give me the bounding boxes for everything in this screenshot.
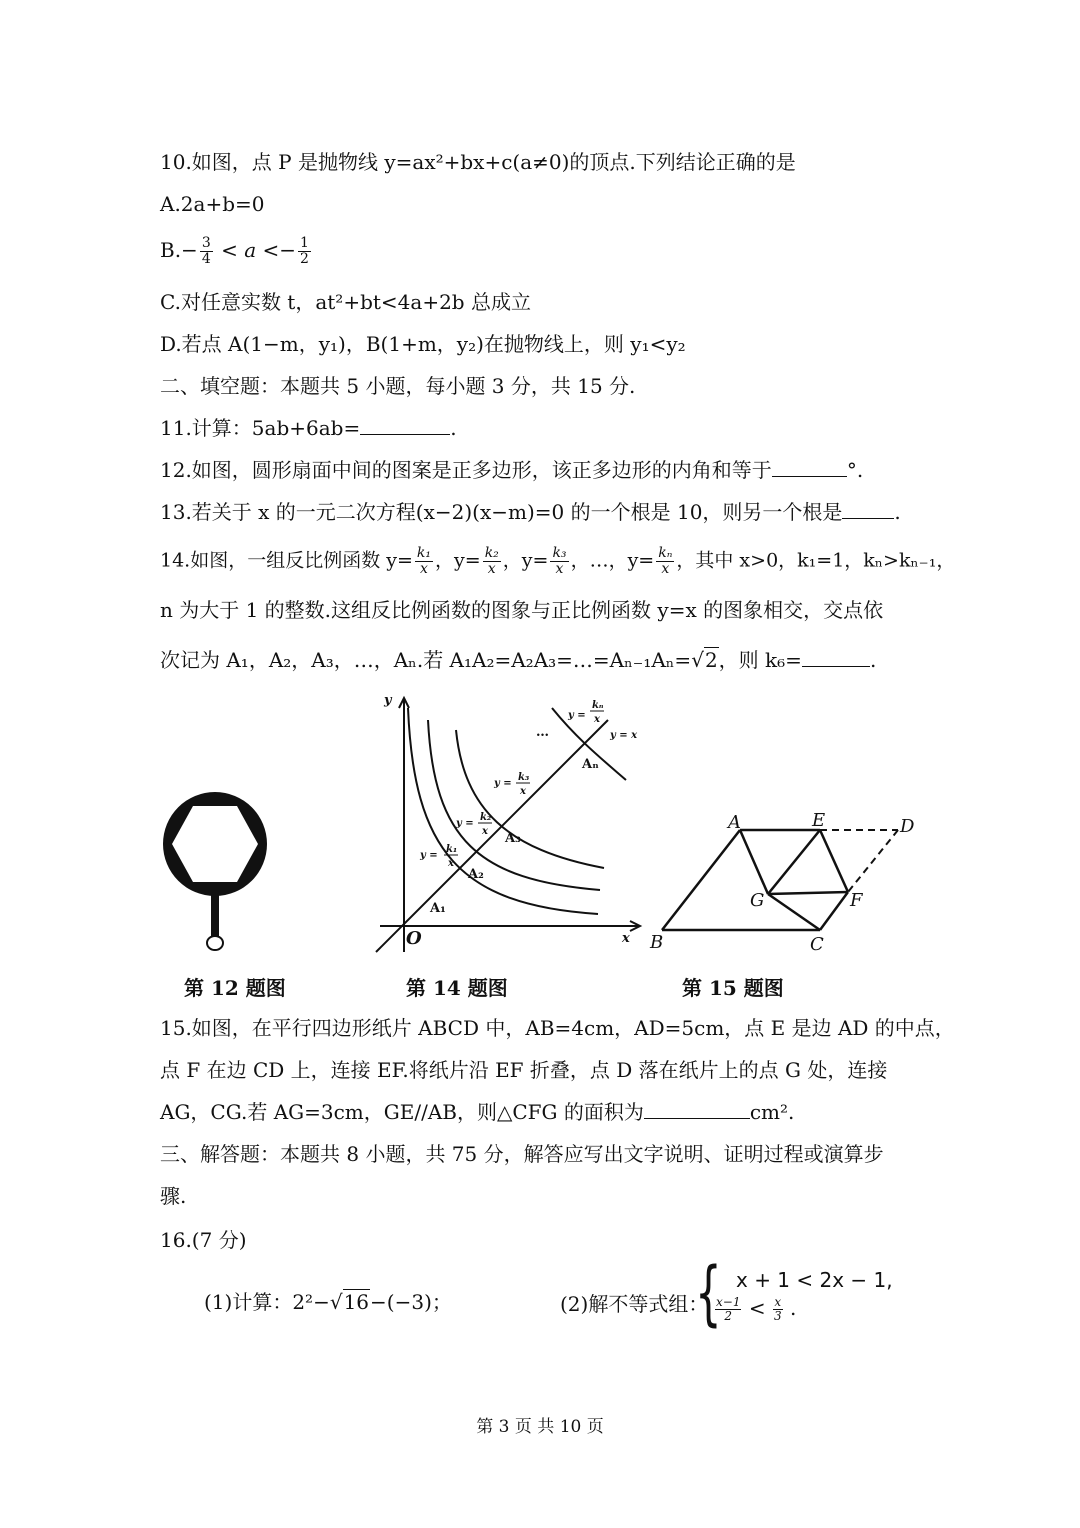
label-k1-den: x [448,858,454,869]
q12-end: °. [846,458,864,482]
q10-b-frac1-num: 3 [201,235,211,251]
ellipsis-label: … [536,725,549,740]
q15-l3-text: AG，CG.若 AG=3cm，GE//AB，则△CFG 的面积为 [160,1100,644,1124]
point-a2-label: A₂ [468,867,484,882]
vertex-g: G [750,890,765,911]
section-3-heading: 三、解答题：本题共 8 小题，共 75 分，解答应写出文字说明、证明过程或演算步 [160,1142,884,1166]
q10-stem: 10.如图，点 P 是抛物线 y=ax²+bx+c(a≠0)的顶点.下列结论正确的是 [160,150,796,174]
x-axis-label: x [622,931,630,946]
point-an-label: Aₙ [582,757,599,772]
vertex-c: C [810,934,824,955]
q14-frac-kn-den: x [661,561,670,577]
section-3-heading-cont: 骤. [160,1184,187,1208]
q16-p1-b: −(−3)； [370,1290,452,1314]
q13-end: . [894,500,901,524]
q12-answer-blank[interactable] [772,456,847,477]
label-k3-den: x [520,786,526,797]
q10-b-frac2-num: 1 [300,235,309,251]
segment-ge [768,830,820,894]
q15-l3-end: cm². [749,1100,795,1124]
q14-l3-sqrt: 2 [704,648,718,672]
caption-figure-12: 第 12 题图 [184,976,286,1000]
label-k3-y: y = [494,778,512,789]
system-brace: { [695,1252,722,1334]
q14-line-3 [160,646,876,674]
q16-p2-label: (2)解不等式组： [560,1292,709,1316]
figure-14-graph [368,690,650,960]
figure-15-parallelogram [640,806,930,956]
q11 [160,414,457,442]
segment-ab [662,830,740,930]
q14-l3-a: 次记为 A₁，A₂，A₃，…，Aₙ.若 A₁A₂=A₂A₃=…=Aₙ₋₁Aₙ=√ [160,648,704,672]
segment-gc [768,894,820,930]
q14-frac-kn [656,546,674,577]
label-k2-y: y = [456,818,474,829]
q14-l1-e: ，其中 x>0，k₁=1，kₙ>kₙ₋₁， [676,549,956,572]
q12 [160,456,863,484]
ineq2-end: . [783,1296,797,1320]
point-a3-label: A₃ [505,831,521,846]
vertex-e: E [812,810,826,831]
q14-frac-k1-num: k₁ [416,545,432,561]
q14-frac-k3-den: x [555,561,564,577]
curve-k1 [408,708,598,914]
label-k1-num: k₁ [446,844,458,855]
origin-label: O [406,928,422,949]
q14-frac-k3-num: k₃ [552,545,567,561]
q10-b-frac1-den: 4 [201,251,211,267]
q10-option-d: D.若点 A(1−m，y₁)，B(1+m，y₂)在抛物线上，则 y₁<y₂ [160,332,686,356]
q15-answer-blank[interactable] [644,1098,750,1119]
q13-answer-blank[interactable] [842,498,894,519]
q14-frac-kn-num: kₙ [658,545,673,561]
segment-gf [768,892,848,894]
q10-b-frac1 [200,236,213,267]
figure-12-fan [150,780,280,960]
caption-figure-14: 第 14 题图 [406,976,508,1000]
q11-end: . [450,416,457,440]
q13 [160,498,901,526]
vertex-a: A [728,812,741,833]
ineq2-frac1-num: x−1 [716,1295,741,1309]
line-label-yx: y = x [610,730,638,741]
q14-answer-blank[interactable] [802,646,870,667]
q14-l3-b: ，则 k₆= [718,648,802,672]
label-k3-num: k₃ [518,772,530,783]
segment-cf [820,892,848,930]
ineq2-frac1 [715,1296,741,1323]
fan-handle-end [207,936,223,950]
label-kn-den: x [594,714,600,725]
q10-option-b [160,236,313,267]
inequality-1: x + 1 < 2x − 1, [736,1268,893,1292]
dashed-df [848,830,898,892]
label-k2-num: k₂ [480,812,492,823]
q14-line-1 [160,546,955,577]
ineq2-frac1-den: 2 [724,1309,733,1323]
q10-b-frac2-den: 2 [300,251,309,267]
q14-frac-k1 [415,546,433,577]
q14-l3-end: . [869,648,877,672]
q14-l1-b: ，y= [435,549,481,572]
q14-frac-k1-den: x [420,561,428,577]
inequality-2 [714,1296,796,1323]
segment-ag [740,830,768,894]
ineq2-mid: < [742,1296,772,1320]
page-footer: 第 3 页 共 10 页 [476,1417,604,1437]
q14-frac-k3 [550,546,568,577]
vertex-b: B [650,932,664,953]
q11-text: 11.计算：5ab+6ab= [160,416,361,440]
q14-line-2: n 为大于 1 的整数.这组反比例函数的图象与正比例函数 y=x 的图象相交，交点依 [160,598,884,622]
vertex-d: D [900,816,915,837]
q11-answer-blank[interactable] [360,414,450,435]
y-axis-label: y [384,693,392,708]
q15-line-1: 15.如图，在平行四边形纸片 ABCD 中，AB=4cm，AD=5cm，点 E 是边 AD 的中点， [160,1016,955,1040]
label-k1-y: y = [420,850,438,861]
q16-part-1 [204,1288,452,1316]
line-y-equals-x [376,720,608,952]
label-kn-num: kₙ [592,700,604,711]
section-2-heading: 二、填空题：本题共 5 小题，每小题 3 分，共 15 分. [160,374,636,398]
point-a1-label: A₁ [430,901,446,916]
q14-frac-k2-den: x [487,561,496,577]
label-kn-y: y = [568,710,586,721]
q13-text: 13.若关于 x 的一元二次方程(x−2)(x−m)=0 的一个根是 10，则另一个根是 [160,500,843,524]
q14-l1-d: ，…，y= [570,549,655,572]
q12-text: 12.如图，圆形扇面中间的图案是正多边形，该正多边形的内角和等于 [160,458,772,482]
q14-frac-k2-num: k₂ [484,545,499,561]
vertex-f: F [850,890,863,911]
q16-p1-a: (1)计算：2²−√ [204,1290,343,1314]
q10-option-c: C.对任意实数 t，at²+bt<4a+2b 总成立 [160,290,531,314]
label-k2-den: x [482,826,488,837]
ineq2-frac2 [773,1296,783,1323]
q14-frac-k2 [483,546,501,577]
segment-ef [820,830,848,892]
q15-line-3 [160,1098,794,1126]
q10-b-mid: < a <− [214,238,297,262]
q16-p1-sqrt: 16 [343,1290,370,1314]
caption-figure-15: 第 15 题图 [682,976,784,1000]
q10-option-a: A.2a+b=0 [160,192,265,216]
q16-heading: 16.(7 分) [160,1228,247,1252]
ineq2-frac2-den: 3 [773,1309,782,1323]
q10-b-prefix: B.− [160,238,198,262]
q15-line-2: 点 F 在边 CD 上，连接 EF.将纸片沿 EF 折叠，点 D 落在纸片上的点 G 处，连接 [160,1058,888,1082]
ineq2-frac2-num: x [774,1295,782,1309]
q10-b-frac2 [298,236,311,267]
q14-l1-c: ，y= [502,549,549,572]
q14-l1-a: 14.如图，一组反比例函数 y= [160,549,413,572]
